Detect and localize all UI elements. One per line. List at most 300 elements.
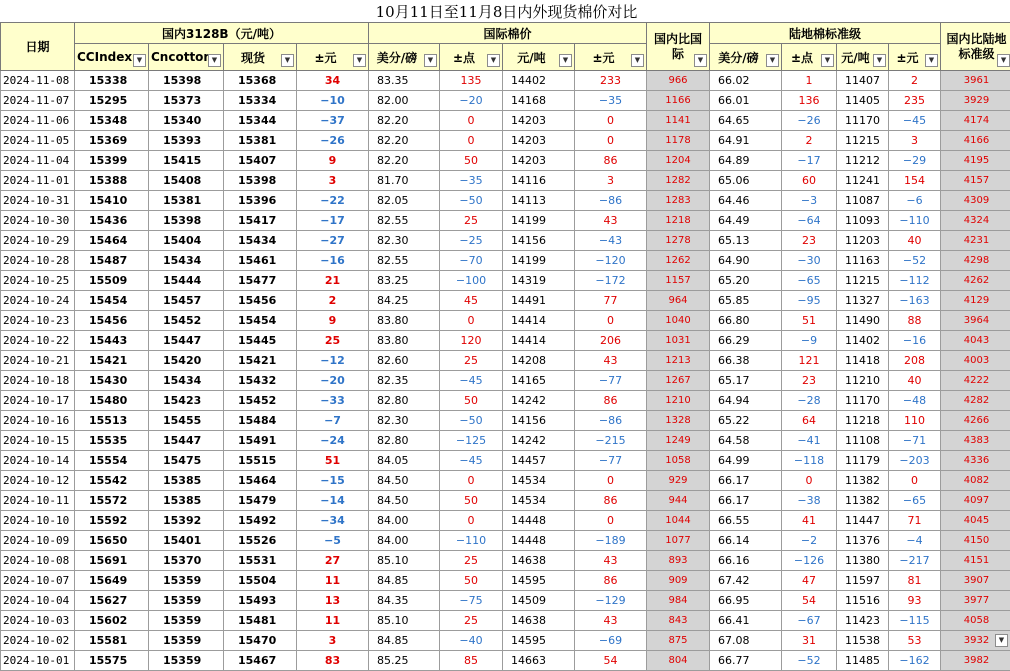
col-header-date[interactable]: 日期 ▼ — [1, 23, 75, 71]
cell-date[interactable]: 2024-10-14 — [1, 451, 75, 471]
cell-ld-cents[interactable]: 66.01 — [710, 91, 782, 111]
cell-cncotton[interactable]: 15420 — [149, 351, 224, 371]
cell-intl-yuan[interactable]: 14509 — [503, 591, 575, 611]
cell-intl-points[interactable]: −75 — [440, 591, 503, 611]
cell-intl-change[interactable]: −172 — [575, 271, 647, 291]
cell-spot[interactable]: 15381 — [224, 131, 297, 151]
cell-intl-points[interactable]: −45 — [440, 451, 503, 471]
cell-ld-cents[interactable]: 64.49 — [710, 211, 782, 231]
cell-ld-change[interactable]: −162 — [889, 651, 941, 671]
cell-intl-points[interactable]: −40 — [440, 631, 503, 651]
cell-ld-diff[interactable]: 4262 — [941, 271, 1010, 291]
cell-ld-points[interactable]: −9 — [782, 331, 837, 351]
cell-intl-yuan[interactable]: 14534 — [503, 471, 575, 491]
cell-ld-yuan[interactable]: 11516 — [837, 591, 889, 611]
cell-ld-yuan[interactable]: 11380 — [837, 551, 889, 571]
cell-ld-change[interactable]: 88 — [889, 311, 941, 331]
cell-ld-change[interactable]: 154 — [889, 171, 941, 191]
cell-date[interactable]: 2024-10-04 — [1, 591, 75, 611]
cell-ld-yuan[interactable]: 11241 — [837, 171, 889, 191]
col-header-ld-diff[interactable] — [941, 23, 1010, 71]
cell-intl-diff[interactable]: 1044 — [647, 511, 710, 531]
cell-ld-points[interactable]: 121 — [782, 351, 837, 371]
cell-intl-change[interactable]: −86 — [575, 411, 647, 431]
cell-intl-change[interactable]: 86 — [575, 391, 647, 411]
cell-ld-points[interactable]: 47 — [782, 571, 837, 591]
cell-intl-cents[interactable]: 84.00 — [369, 511, 440, 531]
cell-cncotton[interactable]: 15434 — [149, 371, 224, 391]
cell-ld-diff[interactable]: 4282 — [941, 391, 1010, 411]
cell-change[interactable]: 83 — [297, 651, 369, 671]
cell-ld-change[interactable]: −110 — [889, 211, 941, 231]
cell-spot[interactable]: 15432 — [224, 371, 297, 391]
cell-date[interactable]: 2024-10-18 — [1, 371, 75, 391]
cell-ld-change[interactable]: 53 — [889, 631, 941, 651]
cell-spot[interactable]: 15456 — [224, 291, 297, 311]
cell-intl-change[interactable]: 77 — [575, 291, 647, 311]
cell-spot[interactable]: 15407 — [224, 151, 297, 171]
cell-ld-points[interactable]: −2 — [782, 531, 837, 551]
cell-ld-cents[interactable]: 66.29 — [710, 331, 782, 351]
cell-ld-cents[interactable]: 64.46 — [710, 191, 782, 211]
cell-intl-diff[interactable]: 984 — [647, 591, 710, 611]
cell-ld-cents[interactable]: 64.91 — [710, 131, 782, 151]
cell-ccindex[interactable]: 15592 — [75, 511, 149, 531]
cell-intl-yuan[interactable]: 14242 — [503, 431, 575, 451]
cell-spot[interactable]: 15445 — [224, 331, 297, 351]
cell-ld-cents[interactable]: 66.16 — [710, 551, 782, 571]
cell-date[interactable]: 2024-11-06 — [1, 111, 75, 131]
cell-intl-change[interactable]: −77 — [575, 371, 647, 391]
cell-ld-change[interactable]: 208 — [889, 351, 941, 371]
cell-ld-cents[interactable]: 66.80 — [710, 311, 782, 331]
cell-ld-diff[interactable]: 4150 — [941, 531, 1010, 551]
cell-cncotton[interactable]: 15398 — [149, 71, 224, 91]
cell-intl-yuan[interactable]: 14242 — [503, 391, 575, 411]
cell-intl-yuan[interactable]: 14638 — [503, 611, 575, 631]
filter-dropdown-icon[interactable]: ▼ — [694, 54, 707, 67]
cell-date[interactable]: 2024-10-12 — [1, 471, 75, 491]
cell-ld-yuan[interactable]: 11087 — [837, 191, 889, 211]
cell-date[interactable]: 2024-10-07 — [1, 571, 75, 591]
cell-ld-yuan[interactable]: 11327 — [837, 291, 889, 311]
cell-intl-cents[interactable]: 82.05 — [369, 191, 440, 211]
cell-ld-cents[interactable]: 64.65 — [710, 111, 782, 131]
cell-cncotton[interactable]: 15370 — [149, 551, 224, 571]
cell-intl-yuan[interactable]: 14448 — [503, 511, 575, 531]
cell-intl-cents[interactable]: 82.20 — [369, 131, 440, 151]
cell-ccindex[interactable]: 15369 — [75, 131, 149, 151]
cell-ld-cents[interactable]: 67.08 — [710, 631, 782, 651]
filter-dropdown-icon[interactable]: ▼ — [821, 54, 834, 67]
cell-intl-change[interactable]: 3 — [575, 171, 647, 191]
cell-ld-cents[interactable]: 64.99 — [710, 451, 782, 471]
cell-ld-yuan[interactable]: 11212 — [837, 151, 889, 171]
cell-intl-change[interactable]: 233 — [575, 71, 647, 91]
cell-ccindex[interactable]: 15542 — [75, 471, 149, 491]
cell-cncotton[interactable]: 15408 — [149, 171, 224, 191]
cell-intl-yuan[interactable]: 14414 — [503, 311, 575, 331]
cell-change[interactable]: 13 — [297, 591, 369, 611]
cell-ld-yuan[interactable]: 11382 — [837, 471, 889, 491]
cell-ld-change[interactable]: −65 — [889, 491, 941, 511]
cell-ld-change[interactable]: 3 — [889, 131, 941, 151]
cell-intl-change[interactable]: −86 — [575, 191, 647, 211]
cell-intl-change[interactable]: 0 — [575, 471, 647, 491]
cell-ld-yuan[interactable]: 11382 — [837, 491, 889, 511]
cell-intl-change[interactable]: −129 — [575, 591, 647, 611]
cell-spot[interactable]: 15504 — [224, 571, 297, 591]
cell-intl-diff[interactable]: 1328 — [647, 411, 710, 431]
cell-spot[interactable]: 15493 — [224, 591, 297, 611]
cell-date[interactable]: 2024-10-03 — [1, 611, 75, 631]
cell-ld-points[interactable]: −38 — [782, 491, 837, 511]
cell-intl-cents[interactable]: 82.60 — [369, 351, 440, 371]
cell-change[interactable]: −16 — [297, 251, 369, 271]
cell-date[interactable]: 2024-10-11 — [1, 491, 75, 511]
cell-intl-diff[interactable]: 909 — [647, 571, 710, 591]
cell-ccindex[interactable]: 15295 — [75, 91, 149, 111]
cell-ccindex[interactable]: 15464 — [75, 231, 149, 251]
cell-cncotton[interactable]: 15359 — [149, 571, 224, 591]
cell-intl-diff[interactable]: 1213 — [647, 351, 710, 371]
cell-intl-cents[interactable]: 83.25 — [369, 271, 440, 291]
cell-ccindex[interactable]: 15691 — [75, 551, 149, 571]
cell-intl-diff[interactable]: 1040 — [647, 311, 710, 331]
cell-ld-yuan[interactable]: 11093 — [837, 211, 889, 231]
cell-ld-diff[interactable]: 3964 — [941, 311, 1010, 331]
cell-date[interactable]: 2024-10-24 — [1, 291, 75, 311]
cell-ld-points[interactable]: −52 — [782, 651, 837, 671]
cell-intl-diff[interactable]: 1141 — [647, 111, 710, 131]
cell-intl-points[interactable]: 0 — [440, 511, 503, 531]
cell-ccindex[interactable]: 15602 — [75, 611, 149, 631]
cell-spot[interactable]: 15470 — [224, 631, 297, 651]
cell-ld-change[interactable]: −203 — [889, 451, 941, 471]
cell-change[interactable]: 3 — [297, 171, 369, 191]
cell-ld-cents[interactable]: 66.14 — [710, 531, 782, 551]
cell-intl-cents[interactable]: 84.25 — [369, 291, 440, 311]
cell-intl-cents[interactable]: 83.35 — [369, 71, 440, 91]
cell-ld-cents[interactable]: 65.85 — [710, 291, 782, 311]
cell-ld-points[interactable]: −67 — [782, 611, 837, 631]
cell-ld-points[interactable]: −41 — [782, 431, 837, 451]
cell-spot[interactable]: 15491 — [224, 431, 297, 451]
cell-intl-yuan[interactable]: 14595 — [503, 571, 575, 591]
cell-cncotton[interactable]: 15381 — [149, 191, 224, 211]
cell-cncotton[interactable]: 15385 — [149, 491, 224, 511]
cell-change[interactable]: −24 — [297, 431, 369, 451]
cell-ld-yuan[interactable]: 11376 — [837, 531, 889, 551]
cell-intl-cents[interactable]: 82.20 — [369, 111, 440, 131]
cell-change[interactable]: −15 — [297, 471, 369, 491]
cell-intl-cents[interactable]: 82.00 — [369, 91, 440, 111]
cell-ld-cents[interactable]: 64.58 — [710, 431, 782, 451]
cell-change[interactable]: −7 — [297, 411, 369, 431]
cell-change[interactable]: 9 — [297, 151, 369, 171]
cell-cncotton[interactable]: 15452 — [149, 311, 224, 331]
cell-ccindex[interactable]: 15581 — [75, 631, 149, 651]
cell-ccindex[interactable]: 15443 — [75, 331, 149, 351]
cell-spot[interactable]: 15481 — [224, 611, 297, 631]
cell-intl-change[interactable]: 0 — [575, 511, 647, 531]
cell-intl-points[interactable]: −100 — [440, 271, 503, 291]
cell-ld-diff[interactable]: 4129 — [941, 291, 1010, 311]
cell-cncotton[interactable]: 15423 — [149, 391, 224, 411]
cell-ld-diff[interactable]: 3907 — [941, 571, 1010, 591]
cell-ccindex[interactable]: 15436 — [75, 211, 149, 231]
cell-intl-yuan[interactable]: 14457 — [503, 451, 575, 471]
cell-intl-change[interactable]: 0 — [575, 131, 647, 151]
cell-ld-diff[interactable]: 4231 — [941, 231, 1010, 251]
cell-ld-change[interactable]: −45 — [889, 111, 941, 131]
cell-spot[interactable]: 15515 — [224, 451, 297, 471]
cell-intl-points[interactable]: 135 — [440, 71, 503, 91]
cell-ld-points[interactable]: −126 — [782, 551, 837, 571]
cell-date[interactable]: 2024-10-30 — [1, 211, 75, 231]
cell-change[interactable]: 11 — [297, 571, 369, 591]
cell-ld-diff[interactable]: 4336 — [941, 451, 1010, 471]
cell-ld-yuan[interactable]: 11418 — [837, 351, 889, 371]
cell-change[interactable]: 2 — [297, 291, 369, 311]
cell-intl-yuan[interactable]: 14156 — [503, 411, 575, 431]
cell-ld-diff[interactable]: 4058 — [941, 611, 1010, 631]
cell-ld-diff[interactable]: 4266 — [941, 411, 1010, 431]
cell-ld-change[interactable]: 110 — [889, 411, 941, 431]
col-header-spot[interactable] — [224, 44, 297, 71]
cell-ld-yuan[interactable]: 11203 — [837, 231, 889, 251]
cell-intl-points[interactable]: 50 — [440, 151, 503, 171]
cell-spot[interactable]: 15467 — [224, 651, 297, 671]
cell-ccindex[interactable]: 15627 — [75, 591, 149, 611]
cell-ld-change[interactable]: −16 — [889, 331, 941, 351]
cell-intl-cents[interactable]: 85.10 — [369, 551, 440, 571]
filter-dropdown-icon[interactable]: ▼ — [353, 54, 366, 67]
cell-ld-change[interactable]: 2 — [889, 71, 941, 91]
cell-intl-diff[interactable]: 1058 — [647, 451, 710, 471]
cell-intl-points[interactable]: 0 — [440, 471, 503, 491]
cell-intl-points[interactable]: 0 — [440, 111, 503, 131]
cell-ccindex[interactable]: 15650 — [75, 531, 149, 551]
cell-intl-diff[interactable]: 1157 — [647, 271, 710, 291]
cell-ld-cents[interactable]: 66.17 — [710, 471, 782, 491]
cell-ccindex[interactable]: 15554 — [75, 451, 149, 471]
cell-intl-points[interactable]: 25 — [440, 551, 503, 571]
cell-change[interactable]: −34 — [297, 511, 369, 531]
cell-intl-points[interactable]: −45 — [440, 371, 503, 391]
cell-change[interactable]: −12 — [297, 351, 369, 371]
cell-ld-yuan[interactable]: 11402 — [837, 331, 889, 351]
cell-change[interactable]: 34 — [297, 71, 369, 91]
cell-intl-points[interactable]: 25 — [440, 351, 503, 371]
cell-cncotton[interactable]: 15393 — [149, 131, 224, 151]
cell-cncotton[interactable]: 15373 — [149, 91, 224, 111]
cell-date[interactable]: 2024-10-01 — [1, 651, 75, 671]
cell-date[interactable]: 2024-10-29 — [1, 231, 75, 251]
cell-cncotton[interactable]: 15404 — [149, 231, 224, 251]
cell-intl-diff[interactable]: 964 — [647, 291, 710, 311]
cell-ld-diff[interactable]: 3929 — [941, 91, 1010, 111]
cell-date[interactable]: 2024-11-04 — [1, 151, 75, 171]
col-header-ld-yuan[interactable] — [837, 44, 889, 71]
cell-intl-points[interactable]: −35 — [440, 171, 503, 191]
cell-intl-yuan[interactable]: 14534 — [503, 491, 575, 511]
cell-intl-yuan[interactable]: 14402 — [503, 71, 575, 91]
cell-change[interactable]: −33 — [297, 391, 369, 411]
cell-date[interactable]: 2024-10-02 — [1, 631, 75, 651]
cell-spot[interactable]: 15464 — [224, 471, 297, 491]
cell-spot[interactable]: 15421 — [224, 351, 297, 371]
cell-ccindex[interactable]: 15454 — [75, 291, 149, 311]
cell-intl-points[interactable]: 120 — [440, 331, 503, 351]
cell-intl-change[interactable]: 86 — [575, 491, 647, 511]
cell-spot[interactable]: 15334 — [224, 91, 297, 111]
col-header-ld-cents[interactable] — [710, 44, 782, 71]
cell-date[interactable]: 2024-10-15 — [1, 431, 75, 451]
cell-intl-change[interactable]: 43 — [575, 551, 647, 571]
cell-intl-diff[interactable]: 944 — [647, 491, 710, 511]
cell-ccindex[interactable]: 15480 — [75, 391, 149, 411]
cell-cncotton[interactable]: 15447 — [149, 331, 224, 351]
cell-ld-cents[interactable]: 65.17 — [710, 371, 782, 391]
cell-intl-yuan[interactable]: 14595 — [503, 631, 575, 651]
cell-ld-yuan[interactable]: 11210 — [837, 371, 889, 391]
cell-ld-points[interactable]: −118 — [782, 451, 837, 471]
cell-ld-cents[interactable]: 66.55 — [710, 511, 782, 531]
cell-ld-yuan[interactable]: 11405 — [837, 91, 889, 111]
cell-date[interactable]: 2024-10-23 — [1, 311, 75, 331]
cell-intl-change[interactable]: 54 — [575, 651, 647, 671]
cell-change[interactable]: −27 — [297, 231, 369, 251]
cell-spot[interactable]: 15434 — [224, 231, 297, 251]
cell-date[interactable]: 2024-10-16 — [1, 411, 75, 431]
cell-ccindex[interactable]: 15348 — [75, 111, 149, 131]
cell-ld-cents[interactable]: 64.90 — [710, 251, 782, 271]
cell-intl-points[interactable]: −20 — [440, 91, 503, 111]
cell-spot[interactable]: 15461 — [224, 251, 297, 271]
cell-intl-diff[interactable]: 1031 — [647, 331, 710, 351]
cell-ld-change[interactable]: −71 — [889, 431, 941, 451]
cell-change[interactable]: 21 — [297, 271, 369, 291]
cell-change[interactable]: −20 — [297, 371, 369, 391]
cell-ld-points[interactable]: −28 — [782, 391, 837, 411]
cell-ld-points[interactable]: −26 — [782, 111, 837, 131]
cell-intl-cents[interactable]: 82.35 — [369, 371, 440, 391]
cell-ld-yuan[interactable]: 11597 — [837, 571, 889, 591]
cell-intl-diff[interactable]: 1278 — [647, 231, 710, 251]
cell-ld-yuan[interactable]: 11485 — [837, 651, 889, 671]
cell-ld-yuan[interactable]: 11170 — [837, 111, 889, 131]
filter-dropdown-icon[interactable]: ▼ — [766, 54, 779, 67]
cell-intl-cents[interactable]: 83.80 — [369, 331, 440, 351]
cell-cncotton[interactable]: 15340 — [149, 111, 224, 131]
cell-ld-diff[interactable]: 3932 — [941, 631, 1010, 651]
cell-ld-points[interactable]: 0 — [782, 471, 837, 491]
cell-ld-change[interactable]: −163 — [889, 291, 941, 311]
cell-change[interactable]: −5 — [297, 531, 369, 551]
cell-intl-points[interactable]: 50 — [440, 391, 503, 411]
cell-ld-cents[interactable]: 65.22 — [710, 411, 782, 431]
col-header-change[interactable] — [297, 44, 369, 71]
cell-spot[interactable]: 15526 — [224, 531, 297, 551]
col-header-ld-points[interactable] — [782, 44, 837, 71]
cell-ld-change[interactable]: 71 — [889, 511, 941, 531]
cell-cncotton[interactable]: 15455 — [149, 411, 224, 431]
cell-ccindex[interactable]: 15410 — [75, 191, 149, 211]
cell-ld-points[interactable]: −65 — [782, 271, 837, 291]
cell-intl-cents[interactable]: 82.30 — [369, 231, 440, 251]
cell-intl-cents[interactable]: 82.55 — [369, 251, 440, 271]
cell-ld-change[interactable]: −29 — [889, 151, 941, 171]
cell-date[interactable]: 2024-10-10 — [1, 511, 75, 531]
cell-intl-points[interactable]: −50 — [440, 191, 503, 211]
cell-cncotton[interactable]: 15385 — [149, 471, 224, 491]
cell-ld-points[interactable]: 2 — [782, 131, 837, 151]
cell-ld-change[interactable]: −4 — [889, 531, 941, 551]
cell-date[interactable]: 2024-10-22 — [1, 331, 75, 351]
cell-intl-change[interactable]: −120 — [575, 251, 647, 271]
cell-intl-yuan[interactable]: 14116 — [503, 171, 575, 191]
cell-ld-points[interactable]: 23 — [782, 371, 837, 391]
cell-change[interactable]: −22 — [297, 191, 369, 211]
cell-cncotton[interactable]: 15401 — [149, 531, 224, 551]
cell-intl-points[interactable]: −70 — [440, 251, 503, 271]
cell-ld-change[interactable]: 81 — [889, 571, 941, 591]
cell-intl-yuan[interactable]: 14491 — [503, 291, 575, 311]
col-header-intl-diff[interactable] — [647, 23, 710, 71]
cell-ccindex[interactable]: 15399 — [75, 151, 149, 171]
cell-ccindex[interactable]: 15509 — [75, 271, 149, 291]
cell-ld-yuan[interactable]: 11170 — [837, 391, 889, 411]
cell-spot[interactable]: 15477 — [224, 271, 297, 291]
cell-intl-change[interactable]: 43 — [575, 211, 647, 231]
cell-intl-cents[interactable]: 84.50 — [369, 471, 440, 491]
cell-intl-points[interactable]: −25 — [440, 231, 503, 251]
cell-cncotton[interactable]: 15434 — [149, 251, 224, 271]
cell-ld-diff[interactable]: 4166 — [941, 131, 1010, 151]
cell-ld-yuan[interactable]: 11218 — [837, 411, 889, 431]
cell-intl-cents[interactable]: 84.85 — [369, 631, 440, 651]
cell-intl-diff[interactable]: 1204 — [647, 151, 710, 171]
cell-intl-diff[interactable]: 1283 — [647, 191, 710, 211]
cell-change[interactable]: −10 — [297, 91, 369, 111]
cell-spot[interactable]: 15452 — [224, 391, 297, 411]
cell-ld-points[interactable]: 51 — [782, 311, 837, 331]
cell-ld-yuan[interactable]: 11407 — [837, 71, 889, 91]
cell-date[interactable]: 2024-10-21 — [1, 351, 75, 371]
cell-intl-yuan[interactable]: 14113 — [503, 191, 575, 211]
cell-spot[interactable]: 15479 — [224, 491, 297, 511]
cell-intl-change[interactable]: −189 — [575, 531, 647, 551]
cell-intl-points[interactable]: 85 — [440, 651, 503, 671]
cell-ld-diff[interactable]: 3977 — [941, 591, 1010, 611]
cell-intl-change[interactable]: −69 — [575, 631, 647, 651]
cell-intl-diff[interactable]: 1218 — [647, 211, 710, 231]
cell-date[interactable]: 2024-11-07 — [1, 91, 75, 111]
cell-ld-points[interactable]: 1 — [782, 71, 837, 91]
cell-intl-diff[interactable]: 1210 — [647, 391, 710, 411]
cell-ld-cents[interactable]: 65.13 — [710, 231, 782, 251]
filter-dropdown-icon[interactable]: ▼ — [631, 54, 644, 67]
cell-intl-diff[interactable]: 1282 — [647, 171, 710, 191]
cell-ld-diff[interactable]: 4309 — [941, 191, 1010, 211]
cell-ld-diff[interactable]: 4045 — [941, 511, 1010, 531]
cell-ld-points[interactable]: −64 — [782, 211, 837, 231]
cell-change[interactable]: −26 — [297, 131, 369, 151]
cell-cncotton[interactable]: 15359 — [149, 651, 224, 671]
cell-change[interactable]: −17 — [297, 211, 369, 231]
cell-date[interactable]: 2024-10-17 — [1, 391, 75, 411]
